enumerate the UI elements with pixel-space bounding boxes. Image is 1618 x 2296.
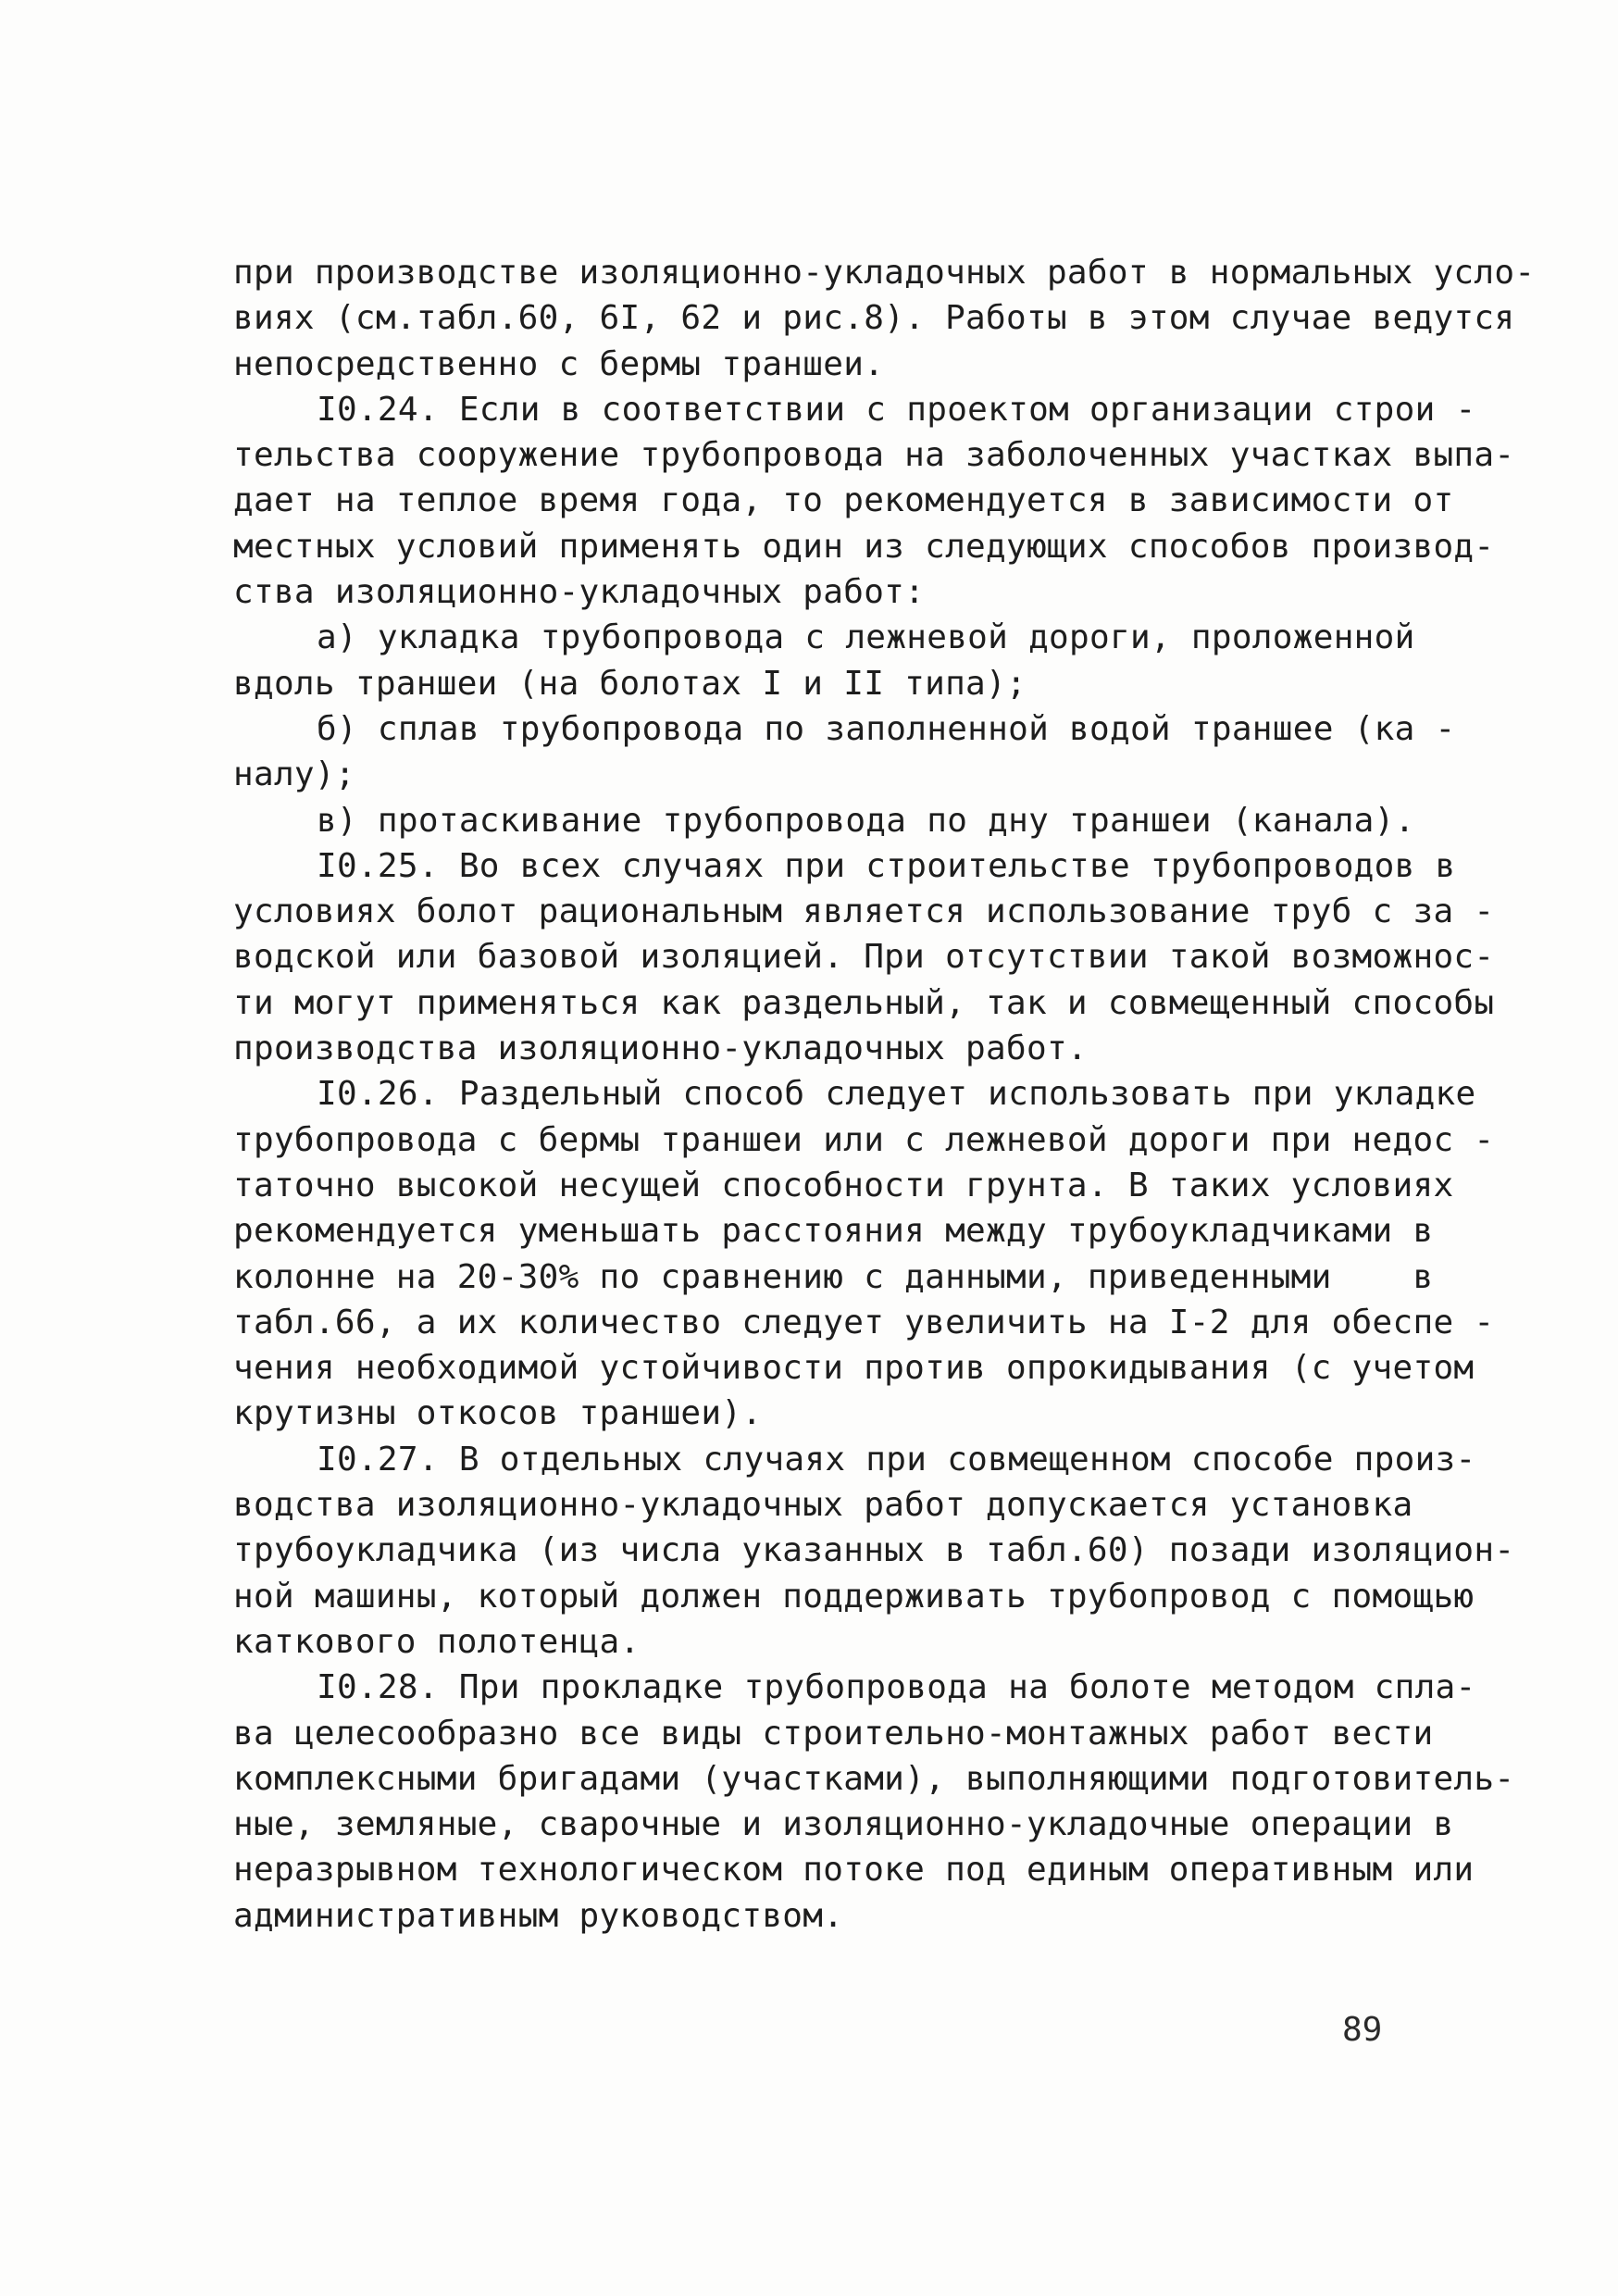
text-line: ства изоляционно-укладочных работ: <box>233 573 926 612</box>
text-line: неразрывном технологическом потоке под единым оперативным или <box>233 1851 1475 1890</box>
text-line: местных условий применять один из следующих способов производ- <box>233 527 1495 566</box>
text-line: ной машины, который должен поддерживать трубопровод с помощью <box>233 1577 1475 1616</box>
text-line: рекомендуется уменьшать расстояния между трубоукладчиками в <box>233 1212 1434 1251</box>
text-line: административным руководством. <box>233 1896 844 1935</box>
section-10-26-start: I0.26. Раздельный способ следует использовать при укладке <box>317 1075 1476 1114</box>
text-line: водской или базовой изоляцией. При отсутствии такой возможнос- <box>233 938 1495 977</box>
text-line: тельства сооружение трубопровода на заболоченных участках выпа- <box>233 436 1515 475</box>
text-line: непосредственно с бермы траншеи. <box>233 344 885 383</box>
section-10-27-start: I0.27. В отдельных случаях при совмещенном способе произ- <box>317 1440 1476 1479</box>
text-line: дает на теплое время года, то рекомендуется в зависимости от <box>233 481 1454 520</box>
page-number: 89 <box>1342 2011 1383 2049</box>
text-line: колонне на 20-30% по сравнению с данными, приведенными в <box>233 1257 1434 1296</box>
section-10-28-start: I0.28. При прокладке трубопровода на болоте методом спла- <box>317 1668 1476 1707</box>
text-line: при производстве изоляционно-укладочных работ в нормальных усло- <box>233 254 1536 292</box>
body-text <box>233 250 1536 1939</box>
text-line: комплексными бригадами (участками), выполняющими подготовитель- <box>233 1759 1515 1798</box>
text-line: производства изоляционно-укладочных работ. <box>233 1029 1088 1068</box>
text-line: крутизны откосов траншеи). <box>233 1394 763 1433</box>
text-line: каткового полотенца. <box>233 1622 641 1661</box>
section-10-25-start: I0.25. Во всех случаях при строительстве трубопроводов в <box>317 846 1456 885</box>
list-item-v: в) протаскивание трубопровода по дну траншеи (канала). <box>317 801 1415 840</box>
text-line: ва целесообразно все виды строительно-монтажных работ вести <box>233 1714 1434 1753</box>
text-line: виях (см.табл.60, 6I, 62 и рис.8). Работы в этом случае ведутся <box>233 299 1515 338</box>
text-line: ти могут применяться как раздельный, так и совмещенный способы <box>233 983 1495 1022</box>
text-line: вдоль траншеи (на болотах I и II типа); <box>233 664 1027 703</box>
section-10-24-start: I0.24. Если в соответствии с проектом организации строи - <box>317 390 1476 429</box>
text-line: трубопровода с бермы траншеи или с лежневой дороги при недос - <box>233 1120 1495 1159</box>
list-item-b: б) сплав трубопровода по заполненной водой траншее (ка - <box>317 709 1456 748</box>
text-line: налу); <box>233 755 355 794</box>
text-line: чения необходимой устойчивости против опрокидывания (с учетом <box>233 1349 1475 1388</box>
text-line: ные, земляные, сварочные и изоляционно-укладочные операции в <box>233 1805 1454 1844</box>
text-line: водства изоляционно-укладочных работ допускается установка <box>233 1486 1413 1525</box>
text-line: табл.66, а их количество следует увеличить на I-2 для обеспе - <box>233 1303 1495 1341</box>
text-line: трубоукладчика (из числа указанных в табл.60) позади изоляцион- <box>233 1531 1515 1570</box>
text-line: условиях болот рациональным является использование труб с за - <box>233 892 1495 931</box>
list-item-a: а) укладка трубопровода с лежневой дороги, проложенной <box>317 618 1415 657</box>
text-line: таточно высокой несущей способности грунта. В таких условиях <box>233 1166 1454 1204</box>
